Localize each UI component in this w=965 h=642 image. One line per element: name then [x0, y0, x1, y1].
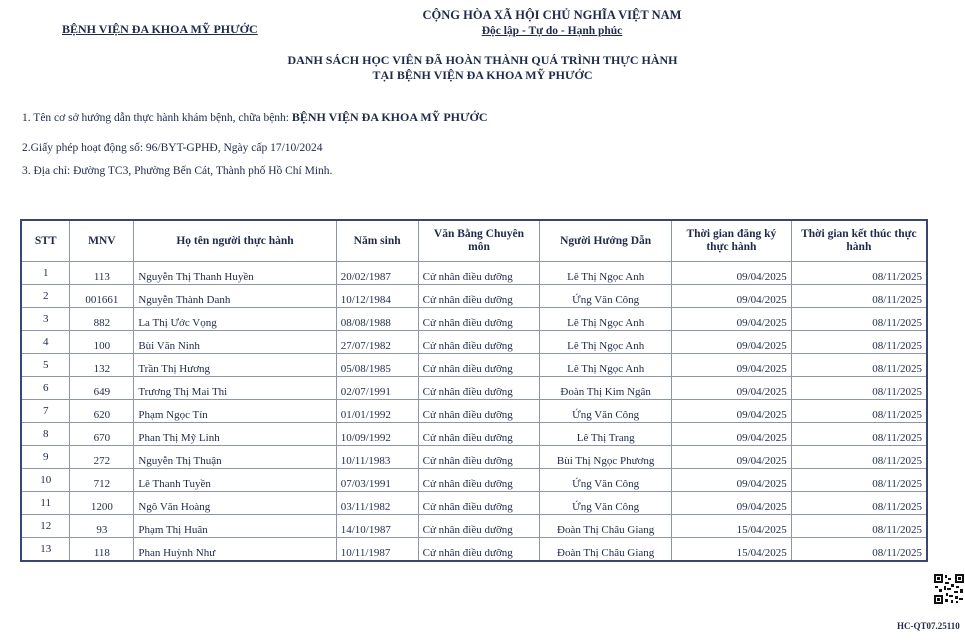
cell-stt: 8: [21, 423, 70, 446]
cell-stt: 6: [21, 377, 70, 400]
address-info: 3. Địa chỉ: Đường TC3, Phường Bến Cát, Thành phố Hồ Chí Minh.: [22, 165, 333, 177]
cell-mentor: Lê Thị Ngọc Anh: [540, 331, 672, 354]
facility-label: 1. Tên cơ sở hướng dẫn thực hành khám bệnh, chữa bệnh:: [22, 112, 289, 124]
cell-name: Phan Thị Mỹ Linh: [134, 423, 336, 446]
qr-code-icon: [934, 574, 964, 604]
cell-name: Phan Huỳnh Như: [134, 538, 336, 562]
cell-start: 15/04/2025: [671, 538, 791, 562]
cell-end: 08/11/2025: [791, 400, 927, 423]
cell-end: 08/11/2025: [791, 354, 927, 377]
cell-mnv: 118: [70, 538, 134, 562]
cell-end: 08/11/2025: [791, 423, 927, 446]
national-header: [402, 8, 702, 37]
header-mentor: Người Hướng Dẫn: [540, 220, 672, 262]
header-start: Thời gian đăng ký thực hành: [671, 220, 791, 262]
cell-end: 08/11/2025: [791, 308, 927, 331]
cell-stt: 11: [21, 492, 70, 515]
cell-name: Phạm Ngọc Tín: [134, 400, 336, 423]
cell-birth: 05/08/1985: [336, 354, 418, 377]
cell-mentor: Đoàn Thị Châu Giang: [540, 538, 672, 562]
cell-birth: 14/10/1987: [336, 515, 418, 538]
cell-end: 08/11/2025: [791, 262, 927, 285]
cell-mentor: Bùi Thị Ngọc Phương: [540, 446, 672, 469]
cell-mentor: Ứng Văn Công: [540, 400, 672, 423]
cell-stt: 3: [21, 308, 70, 331]
cell-stt: 9: [21, 446, 70, 469]
cell-degree: Cử nhân điều dưỡng: [418, 538, 540, 562]
table-row: [21, 515, 927, 538]
cell-name: Phạm Thị Huân: [134, 515, 336, 538]
cell-stt: 10: [21, 469, 70, 492]
cell-name: Trương Thị Mai Thi: [134, 377, 336, 400]
cell-stt: 13: [21, 538, 70, 562]
table-row: [21, 285, 927, 308]
table-row: [21, 446, 927, 469]
cell-name: Nguyễn Thành Danh: [134, 285, 336, 308]
cell-mentor: Đoàn Thị Kim Ngân: [540, 377, 672, 400]
trainee-table: [20, 219, 928, 562]
cell-degree: Cử nhân điều dưỡng: [418, 400, 540, 423]
table-row: [21, 354, 927, 377]
cell-end: 08/11/2025: [791, 331, 927, 354]
cell-birth: 07/03/1991: [336, 469, 418, 492]
cell-birth: 03/11/1982: [336, 492, 418, 515]
cell-end: 08/11/2025: [791, 469, 927, 492]
cell-end: 08/11/2025: [791, 285, 927, 308]
cell-mentor: Lê Thị Ngọc Anh: [540, 262, 672, 285]
table-body: [21, 262, 927, 562]
cell-birth: 08/08/1988: [336, 308, 418, 331]
cell-birth: 10/09/1992: [336, 423, 418, 446]
cell-mentor: Lê Thị Ngọc Anh: [540, 308, 672, 331]
cell-mnv: 620: [70, 400, 134, 423]
table-row: [21, 492, 927, 515]
table-row: [21, 400, 927, 423]
cell-birth: 10/12/1984: [336, 285, 418, 308]
cell-degree: Cử nhân điều dưỡng: [418, 377, 540, 400]
cell-start: 09/04/2025: [671, 285, 791, 308]
cell-degree: Cử nhân điều dưỡng: [418, 469, 540, 492]
table-row: [21, 538, 927, 562]
hospital-name-header: BỆNH VIỆN ĐA KHOA MỸ PHƯỚC: [62, 22, 258, 36]
cell-end: 08/11/2025: [791, 515, 927, 538]
cell-birth: 27/07/1982: [336, 331, 418, 354]
cell-degree: Cử nhân điều dưỡng: [418, 285, 540, 308]
table-row: [21, 469, 927, 492]
cell-mentor: Lê Thị Trang: [540, 423, 672, 446]
cell-end: 08/11/2025: [791, 377, 927, 400]
header-name: Họ tên người thực hành: [134, 220, 336, 262]
cell-start: 09/04/2025: [671, 308, 791, 331]
cell-stt: 7: [21, 400, 70, 423]
cell-birth: 20/02/1987: [336, 262, 418, 285]
cell-degree: Cử nhân điều dưỡng: [418, 492, 540, 515]
nation-title: CỘNG HÒA XÃ HỘI CHỦ NGHĨA VIỆT NAM: [422, 8, 682, 22]
cell-mentor: Ứng Văn Công: [540, 285, 672, 308]
table-row: [21, 377, 927, 400]
header-mnv: MNV: [70, 220, 134, 262]
document-title: [0, 53, 965, 83]
cell-start: 09/04/2025: [671, 446, 791, 469]
cell-degree: Cử nhân điều dưỡng: [418, 423, 540, 446]
cell-degree: Cử nhân điều dưỡng: [418, 446, 540, 469]
cell-stt: 4: [21, 331, 70, 354]
cell-mnv: 001661: [70, 285, 134, 308]
cell-start: 15/04/2025: [671, 515, 791, 538]
cell-name: Lê Thanh Tuyền: [134, 469, 336, 492]
cell-mnv: 100: [70, 331, 134, 354]
license-info: 2.Giấy phép hoạt động số: 96/BYT-GPHĐ, Ngày cấp 17/10/2024: [22, 142, 323, 154]
table-row: [21, 331, 927, 354]
cell-mnv: 882: [70, 308, 134, 331]
nation-motto: Độc lập - Tự do - Hạnh phúc: [481, 25, 623, 37]
table-row: [21, 308, 927, 331]
cell-mentor: Ứng Văn Công: [540, 469, 672, 492]
cell-name: Ngô Văn Hoàng: [134, 492, 336, 515]
document-code: HC-QT07.25110: [897, 621, 960, 631]
cell-stt: 1: [21, 262, 70, 285]
cell-name: Nguyễn Thị Thanh Huyền: [134, 262, 336, 285]
facility-info: [22, 110, 488, 125]
cell-name: Bùi Văn Ninh: [134, 331, 336, 354]
cell-mnv: 1200: [70, 492, 134, 515]
table-row: [21, 262, 927, 285]
cell-end: 08/11/2025: [791, 538, 927, 562]
header-birth: Năm sinh: [336, 220, 418, 262]
cell-name: La Thị Ước Vọng: [134, 308, 336, 331]
cell-mnv: 272: [70, 446, 134, 469]
cell-birth: 02/07/1991: [336, 377, 418, 400]
cell-end: 08/11/2025: [791, 492, 927, 515]
cell-degree: Cử nhân điều dưỡng: [418, 515, 540, 538]
cell-mnv: 712: [70, 469, 134, 492]
cell-start: 09/04/2025: [671, 400, 791, 423]
table-row: [21, 423, 927, 446]
cell-start: 09/04/2025: [671, 377, 791, 400]
cell-name: Nguyễn Thị Thuận: [134, 446, 336, 469]
cell-start: 09/04/2025: [671, 331, 791, 354]
cell-mnv: 113: [70, 262, 134, 285]
cell-mnv: 93: [70, 515, 134, 538]
cell-mnv: 649: [70, 377, 134, 400]
cell-birth: 10/11/1987: [336, 538, 418, 562]
cell-mentor: Ứng Văn Công: [540, 492, 672, 515]
cell-mnv: 670: [70, 423, 134, 446]
document-title-line2: TẠI BỆNH VIỆN ĐA KHOA MỸ PHƯỚC: [372, 68, 593, 82]
cell-start: 09/04/2025: [671, 423, 791, 446]
header-degree: Văn Bằng Chuyên môn: [418, 220, 540, 262]
cell-mentor: Lê Thị Ngọc Anh: [540, 354, 672, 377]
facility-value: BỆNH VIỆN ĐA KHOA MỸ PHƯỚC: [291, 110, 488, 124]
cell-mentor: Đoàn Thị Châu Giang: [540, 515, 672, 538]
cell-start: 09/04/2025: [671, 492, 791, 515]
table-header-row: [21, 220, 927, 262]
cell-name: Trần Thị Hương: [134, 354, 336, 377]
cell-mnv: 132: [70, 354, 134, 377]
cell-degree: Cử nhân điều dưỡng: [418, 262, 540, 285]
cell-stt: 2: [21, 285, 70, 308]
cell-start: 09/04/2025: [671, 262, 791, 285]
document-title-line1: DANH SÁCH HỌC VIÊN ĐÃ HOÀN THÀNH QUÁ TRÌNH THỰC HÀNH: [287, 53, 678, 67]
cell-start: 09/04/2025: [671, 469, 791, 492]
header-end: Thời gian kết thúc thực hành: [791, 220, 927, 262]
cell-degree: Cử nhân điều dưỡng: [418, 308, 540, 331]
cell-stt: 12: [21, 515, 70, 538]
cell-birth: 10/11/1983: [336, 446, 418, 469]
header-stt: STT: [21, 220, 70, 262]
cell-birth: 01/01/1992: [336, 400, 418, 423]
cell-degree: Cử nhân điều dưỡng: [418, 354, 540, 377]
cell-degree: Cử nhân điều dưỡng: [418, 331, 540, 354]
cell-stt: 5: [21, 354, 70, 377]
cell-end: 08/11/2025: [791, 446, 927, 469]
cell-start: 09/04/2025: [671, 354, 791, 377]
